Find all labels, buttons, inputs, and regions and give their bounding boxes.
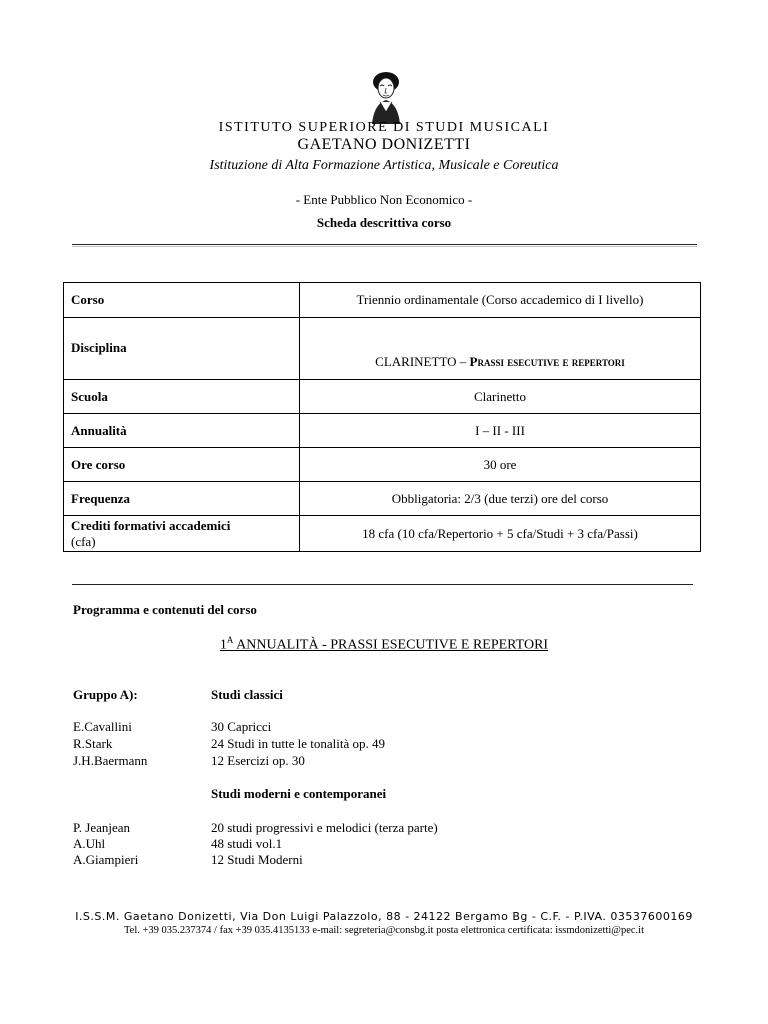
group-label: Gruppo A):: [73, 687, 138, 702]
annual-text: ANNUALITÀ - PRASSI ESECUTIVE E REPERTORI: [233, 637, 549, 653]
row-value: [300, 318, 701, 380]
table-row: [64, 318, 701, 380]
footer-address: I.S.S.M. Gaetano Donizetti, Via Don Luigi Palazzolo, 88 - 24122 Bergamo Bg - C.F. - P.IVA. 03537600169: [75, 910, 693, 923]
work: 12 Studi Moderni: [211, 852, 303, 867]
row-key: [64, 516, 300, 552]
row-value: 18 cfa (10 cfa/Repertorio + 5 cfa/Studi + 3 cfa/Passi): [300, 516, 701, 552]
program-heading: Programma e contenuti del corso: [73, 602, 257, 617]
divider: [72, 584, 693, 585]
author: A.Giampieri: [73, 852, 139, 867]
table-row: [64, 516, 701, 552]
ente-line: - Ente Pubblico Non Economico -: [295, 192, 473, 207]
row-key: Scuola: [64, 380, 300, 414]
institute-name: ISTITUTO SUPERIORE DI STUDI MUSICALI: [218, 120, 550, 135]
annual-title: [0, 635, 768, 654]
row-value: 30 ore: [300, 448, 701, 482]
discipline-sub: Prassi esecutive e repertori: [469, 354, 625, 369]
work: 20 studi progressivi e melodici (terza parte): [211, 820, 438, 835]
table-row: [64, 283, 701, 318]
institute-subtitle: Istituzione di Alta Formazione Artistica, Musicale e Coreutica: [209, 158, 559, 173]
work: 24 Studi in tutte le tonalità op. 49: [211, 736, 386, 751]
divider: [72, 244, 697, 245]
row-value: Triennio ordinamentale (Corso accademico di I livello): [300, 283, 701, 318]
row-value: Obbligatoria: 2/3 (due terzi) ore del corso: [300, 482, 701, 516]
annual-sup: A: [226, 635, 234, 645]
row-key: Corso: [64, 283, 300, 318]
scheda-title: Scheda descrittiva corso: [316, 215, 452, 230]
divider: [72, 246, 697, 247]
row-key: Disciplina: [64, 318, 300, 380]
course-table: [63, 282, 701, 552]
classic-title: Studi classici: [211, 687, 283, 702]
row-key: Annualità: [64, 414, 300, 448]
work: 12 Esercizi op. 30: [211, 753, 305, 768]
author: R.Stark: [73, 736, 113, 751]
row-value: I – II - III: [300, 414, 701, 448]
row-key: Frequenza: [64, 482, 300, 516]
annual-number: 1: [219, 637, 227, 653]
footer-contacts: Tel. +39 035.237374 / fax +39 035.4135133 e-mail: segreteria@consbg.it posta elettronica certificata: issmdonizetti@pec.it: [123, 925, 645, 936]
work: 30 Capricci: [211, 719, 272, 734]
table-row: [64, 380, 701, 414]
credits-abbr: (cfa): [71, 533, 96, 549]
row-value: Clarinetto: [300, 380, 701, 414]
row-key: Ore corso: [64, 448, 300, 482]
donizetti-portrait-logo: [362, 66, 410, 124]
work: 48 studi vol.1: [211, 836, 283, 851]
discipline-main: CLARINETTO –: [375, 354, 470, 369]
modern-title: Studi moderni e contemporanei: [211, 786, 387, 801]
author: J.H.Baermann: [73, 753, 148, 768]
table-row: [64, 482, 701, 516]
author: E.Cavallini: [73, 719, 132, 734]
author: A.Uhl: [73, 836, 106, 851]
credits-label: Crediti formativi accademici: [71, 517, 231, 533]
table-row: [64, 414, 701, 448]
institute-subname: GAETANO DONIZETTI: [297, 136, 471, 153]
author: P. Jeanjean: [73, 820, 131, 835]
table-row: [64, 448, 701, 482]
